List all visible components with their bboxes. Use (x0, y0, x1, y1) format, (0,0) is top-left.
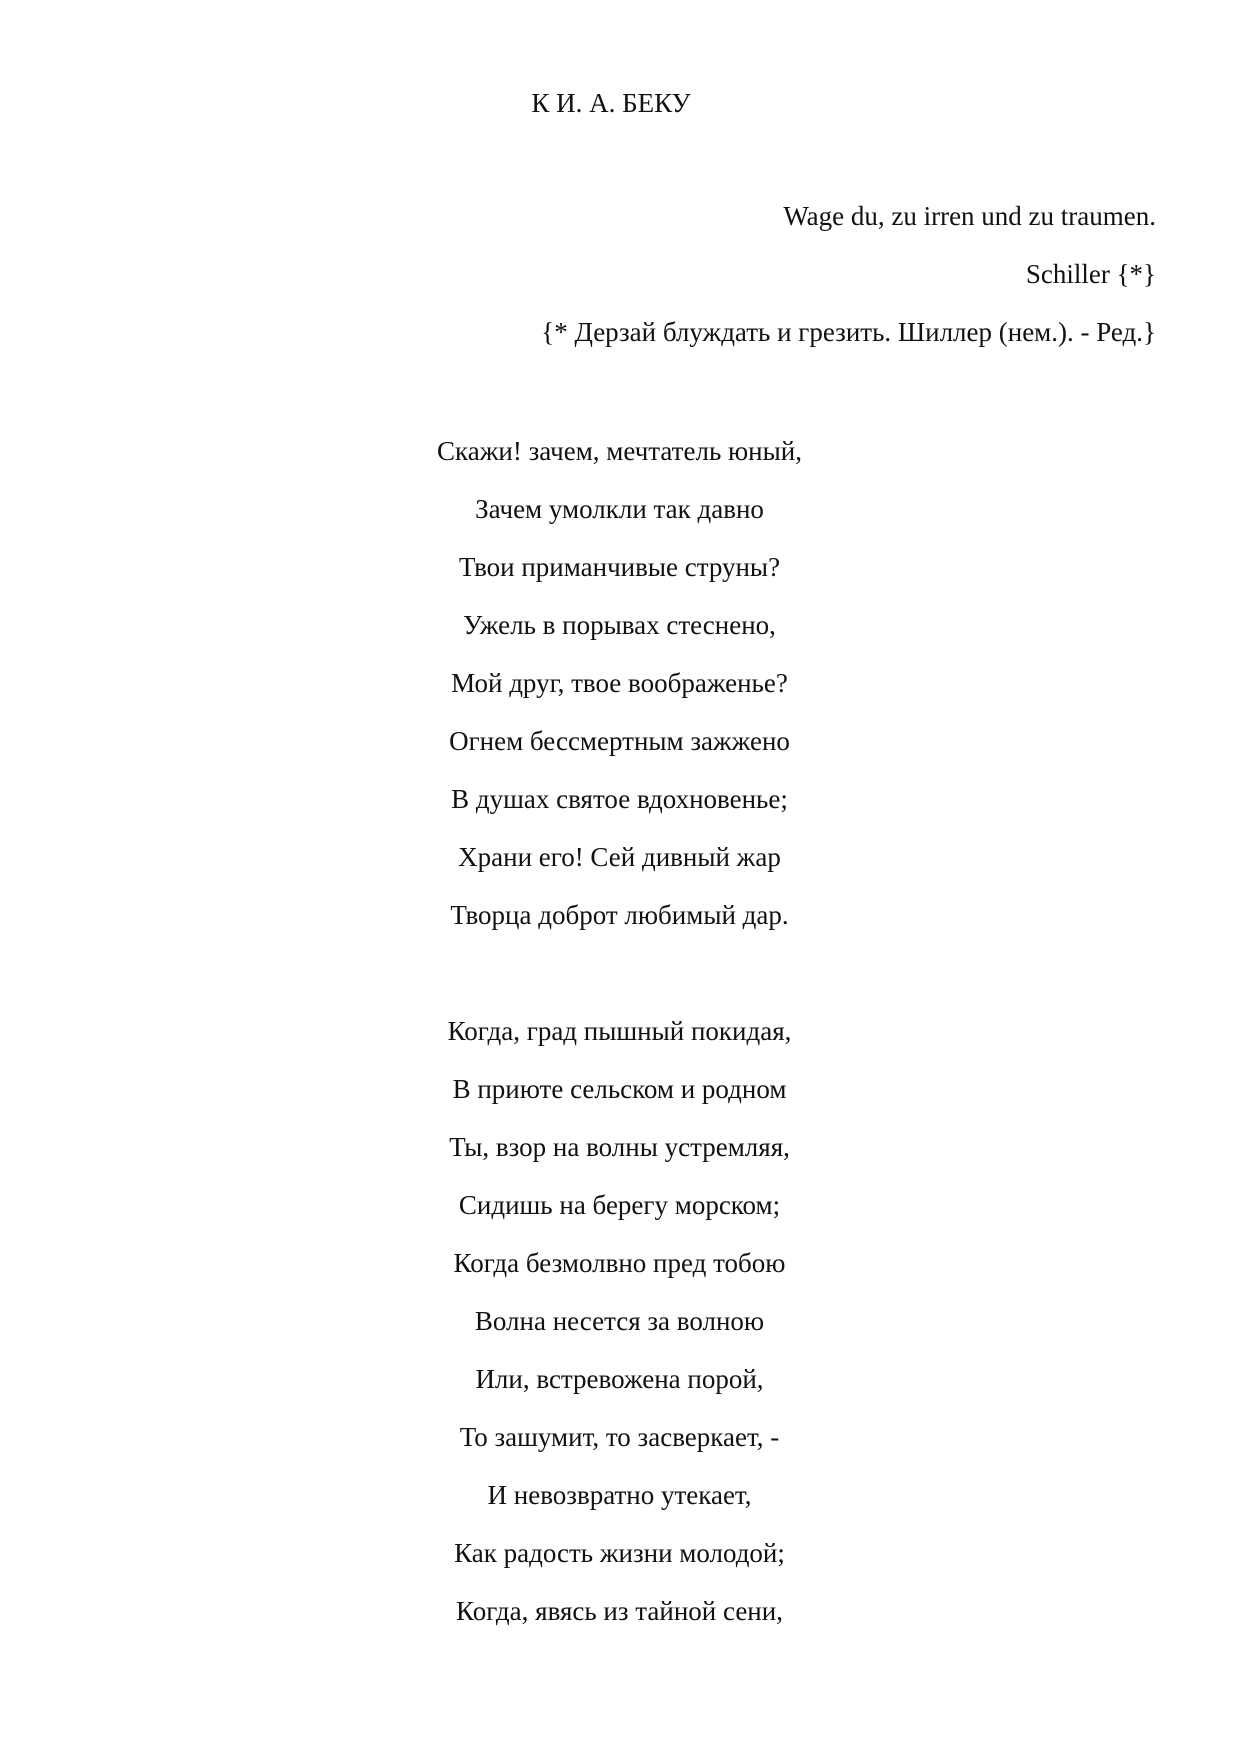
poem-line: Когда, явясь из тайной сени, (456, 1596, 783, 1626)
epigraph-footnote: {* Дерзай блуждать и грезить. Шиллер (нем.). - Ред.} (541, 317, 1156, 347)
poem-line: Ты, взор на волны устремляя, (449, 1132, 790, 1162)
poem-line: То зашумит, то засверкает, - (459, 1422, 780, 1452)
poem-line: И невозвратно утекает, (487, 1480, 752, 1510)
poem-line: Зачем умолкли так давно (475, 494, 764, 524)
poem-title: К И. А. БЕКУ (531, 88, 691, 118)
stanza-1 (0, 432, 1242, 954)
epigraph (541, 197, 1156, 371)
epigraph-author: Schiller {*} (1025, 259, 1156, 289)
poem-line: Мой друг, твое воображенье? (451, 668, 788, 698)
poem-line: Храни его! Сей дивный жар (458, 842, 781, 872)
poem-line: Волна несется за волною (474, 1306, 765, 1336)
poem-line: Когда, град пышный покидая, (447, 1016, 792, 1046)
poem-line: Когда безмолвно пред тобою (453, 1248, 786, 1278)
poem-line: Творца доброт любимый дар. (450, 900, 789, 930)
poem-line: Скажи! зачем, мечтатель юный, (437, 436, 802, 466)
poem-line: В душах святое вдохновенье; (451, 784, 788, 814)
epigraph-quote: Wage du, zu irren und zu traumen. (783, 201, 1156, 231)
poem-line: Твои приманчивые струны? (458, 552, 781, 582)
poem-line: Как радость жизни молодой; (454, 1538, 785, 1568)
poem-line: В приюте сельском и родном (452, 1074, 787, 1104)
stanza-2 (0, 1012, 1242, 1650)
poem-line: Огнем бессмертным зажжено (449, 726, 790, 756)
poem-line: Ужель в порывах стеснено, (463, 610, 776, 640)
poem-line: Или, встревожена порой, (475, 1364, 764, 1394)
poem-line: Сидишь на берегу морском; (458, 1190, 781, 1220)
